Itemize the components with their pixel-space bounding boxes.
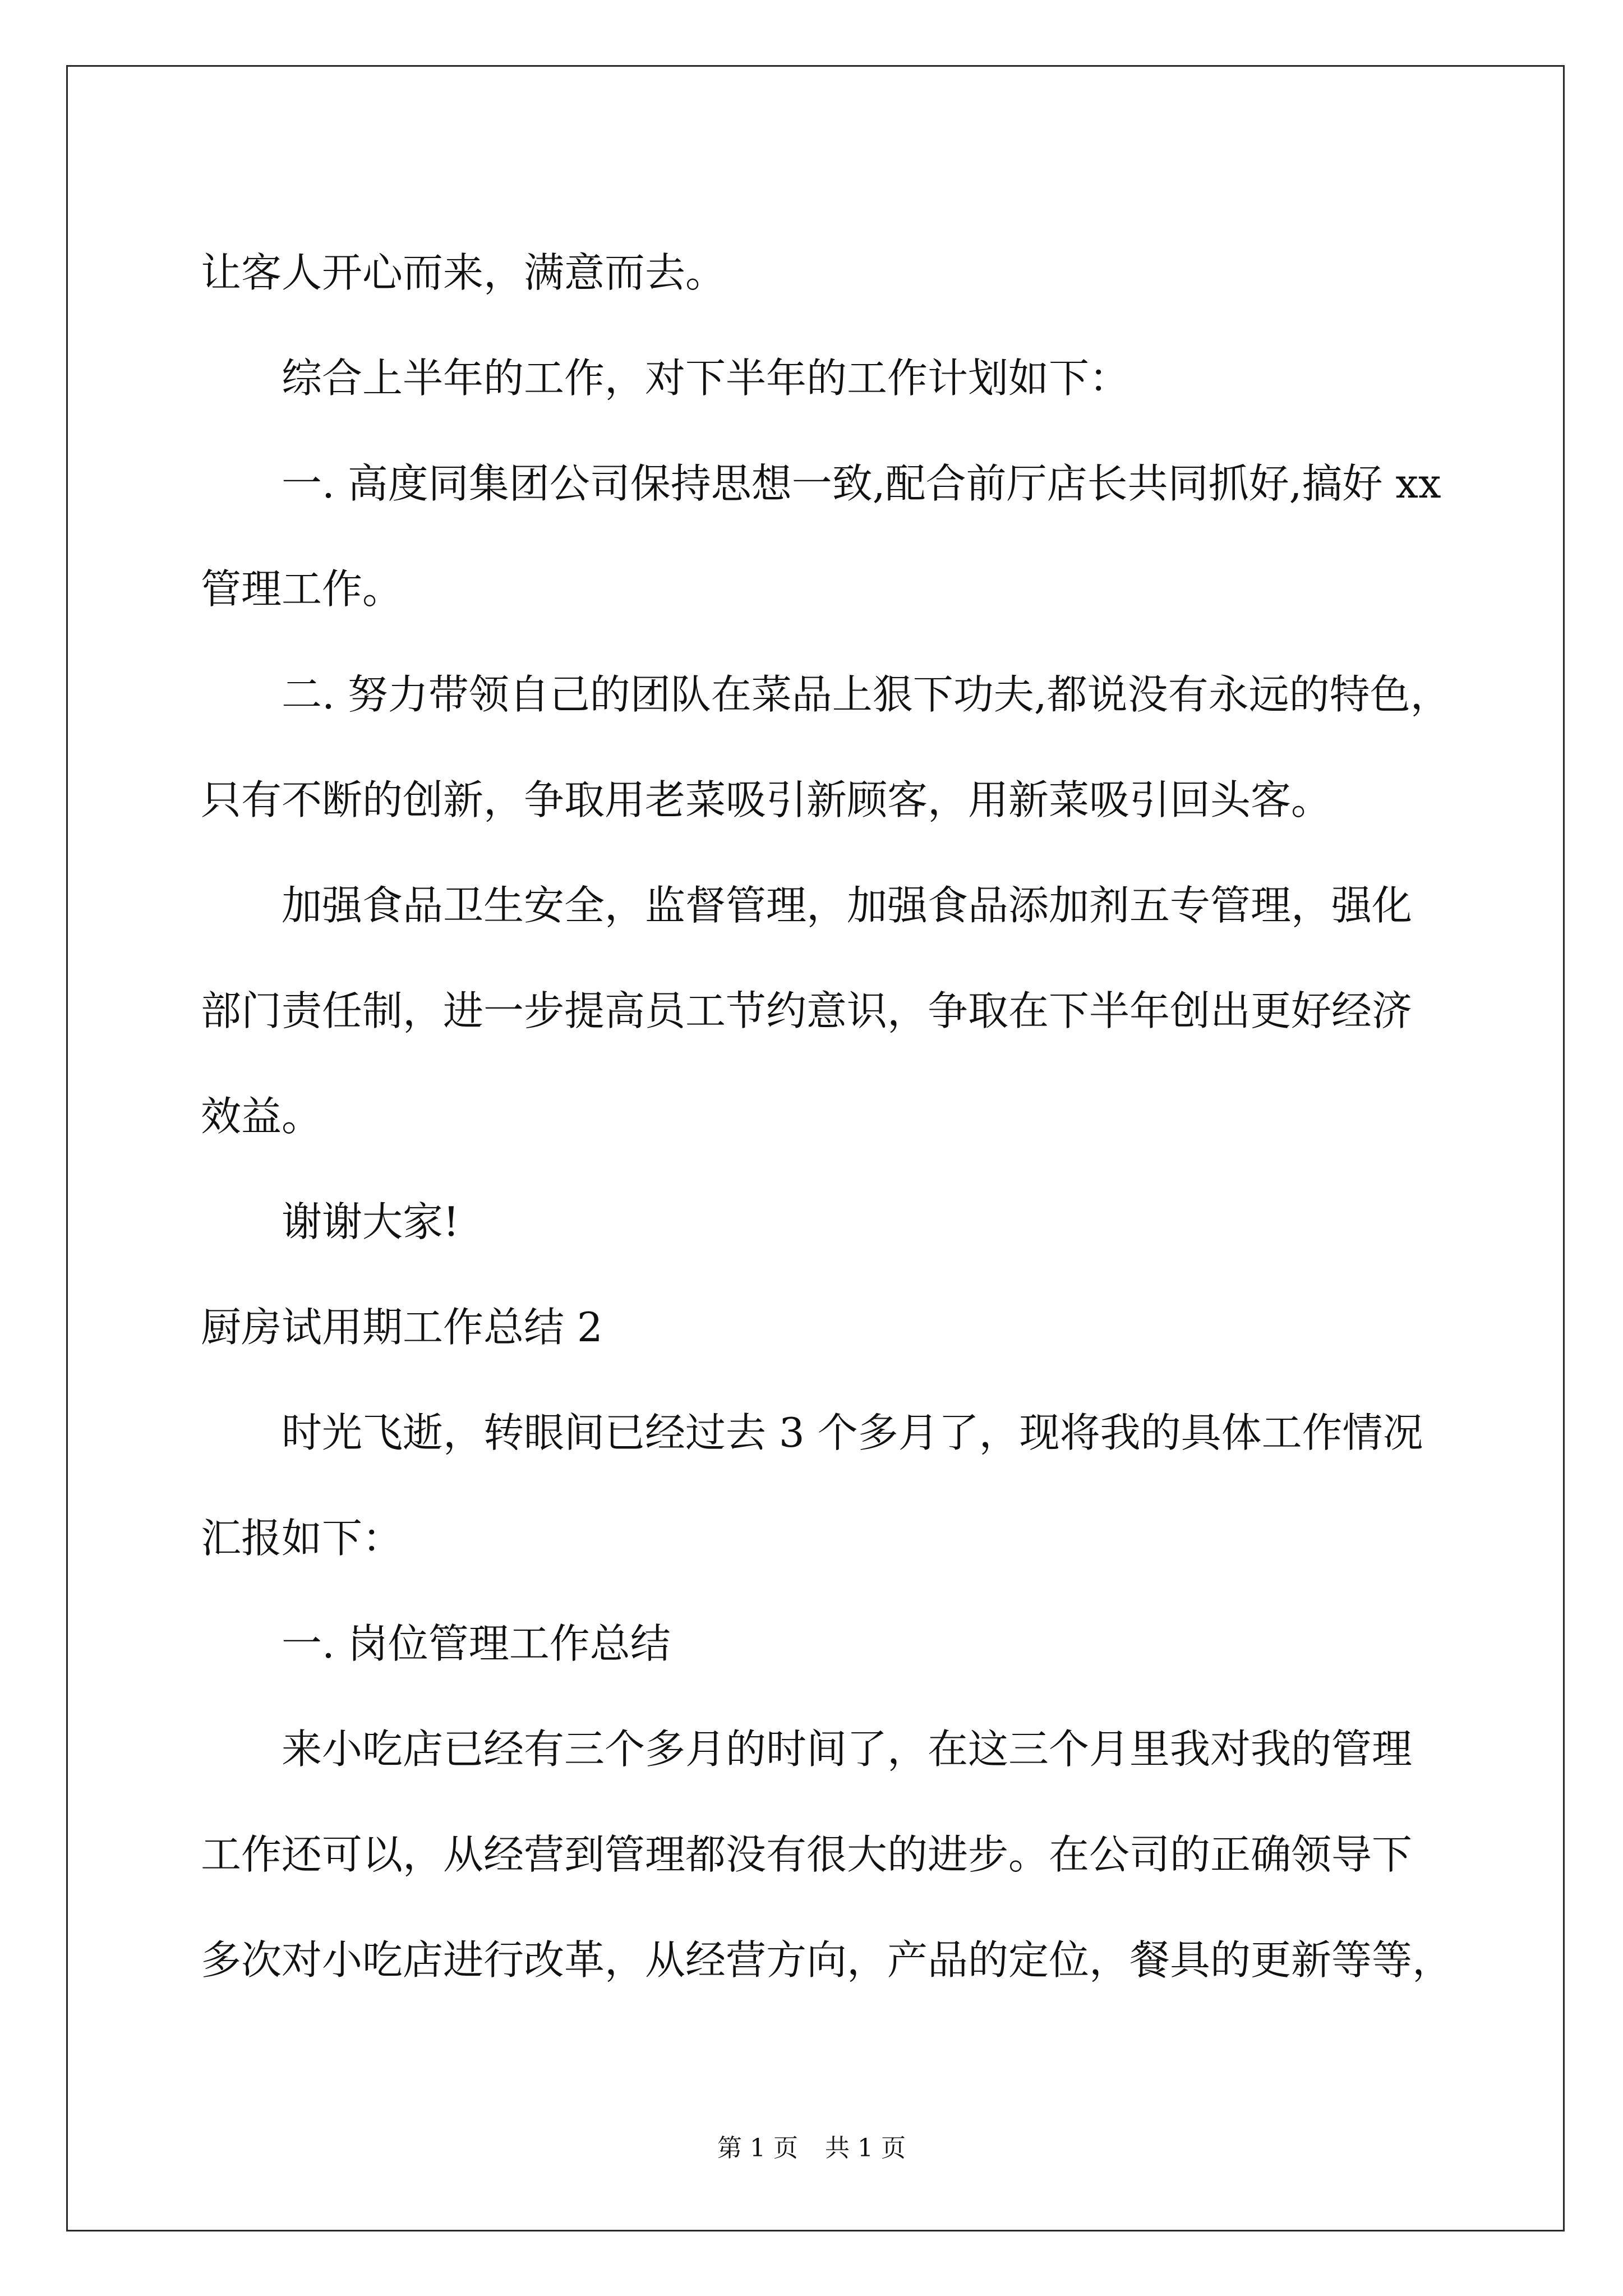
text-line: 一. 高度同集团公司保持思想一致,配合前厅店长共同抓好,搞好 xx: [282, 460, 1441, 507]
paragraph: [201, 325, 1463, 431]
page-footer: [0, 2132, 1623, 2165]
paragraph: [201, 642, 1463, 747]
text-line: 多次对小吃店进行改革，从经营方向，产品的定位，餐具的更新等等，: [201, 1936, 1453, 1984]
paragraph: [201, 1380, 1463, 1485]
document-body: [201, 220, 1463, 2013]
text-line: 只有不断的创新，争取用老菜吸引新顾客，用新菜吸引回头客。: [201, 776, 1332, 823]
paragraph: [201, 1591, 1463, 1696]
text-line: 综合上半年的工作，对下半年的工作计划如下：: [282, 355, 1130, 402]
section-heading: [201, 1274, 1463, 1380]
paragraph: [201, 853, 1463, 958]
text-line: 让客人开心而来，满意而去。: [201, 249, 726, 296]
paragraph-continuation: [201, 1485, 1463, 1591]
text-line: 一. 岗位管理工作总结: [282, 1620, 671, 1667]
text-line: 谢谢大家!: [282, 1198, 459, 1245]
text-line: 汇报如下：: [201, 1515, 403, 1562]
paragraph-continuation: [201, 958, 1463, 1169]
page-number: 第 1 页: [717, 2134, 798, 2162]
paragraph: [201, 220, 1463, 325]
paragraph: [201, 431, 1463, 536]
text-line: 加强食品卫生安全，监督管理，加强食品添加剂五专管理，强化: [282, 882, 1413, 929]
text-line: 管理工作。: [201, 565, 403, 613]
paragraph-continuation: [201, 536, 1463, 642]
paragraph-continuation: [201, 747, 1463, 853]
text-line: 部门责任制，进一步提高员工节约意识，争取在下半年创出更好经济: [201, 987, 1413, 1034]
text-line: 二. 努力带领自己的团队在菜品上狠下功夫,都说没有永远的特色，: [282, 671, 1451, 718]
page-total: 共 1 页: [825, 2134, 906, 2162]
text-line: 时光飞逝，转眼间已经过去 3 个多月了，现将我的具体工作情况: [282, 1409, 1423, 1456]
text-line: 厨房试用期工作总结 2: [201, 1304, 603, 1351]
paragraph: [201, 1169, 1463, 1274]
text-line: 工作还可以，从经营到管理都没有很大的进步。在公司的正确领导下: [201, 1831, 1413, 1878]
paragraph: [201, 1696, 1463, 1802]
text-line: 来小吃店已经有三个多月的时间了，在这三个月里我对我的管理: [282, 1726, 1413, 1773]
paragraph-continuation: [201, 1802, 1463, 2013]
text-line: 效益。: [201, 1093, 322, 1140]
